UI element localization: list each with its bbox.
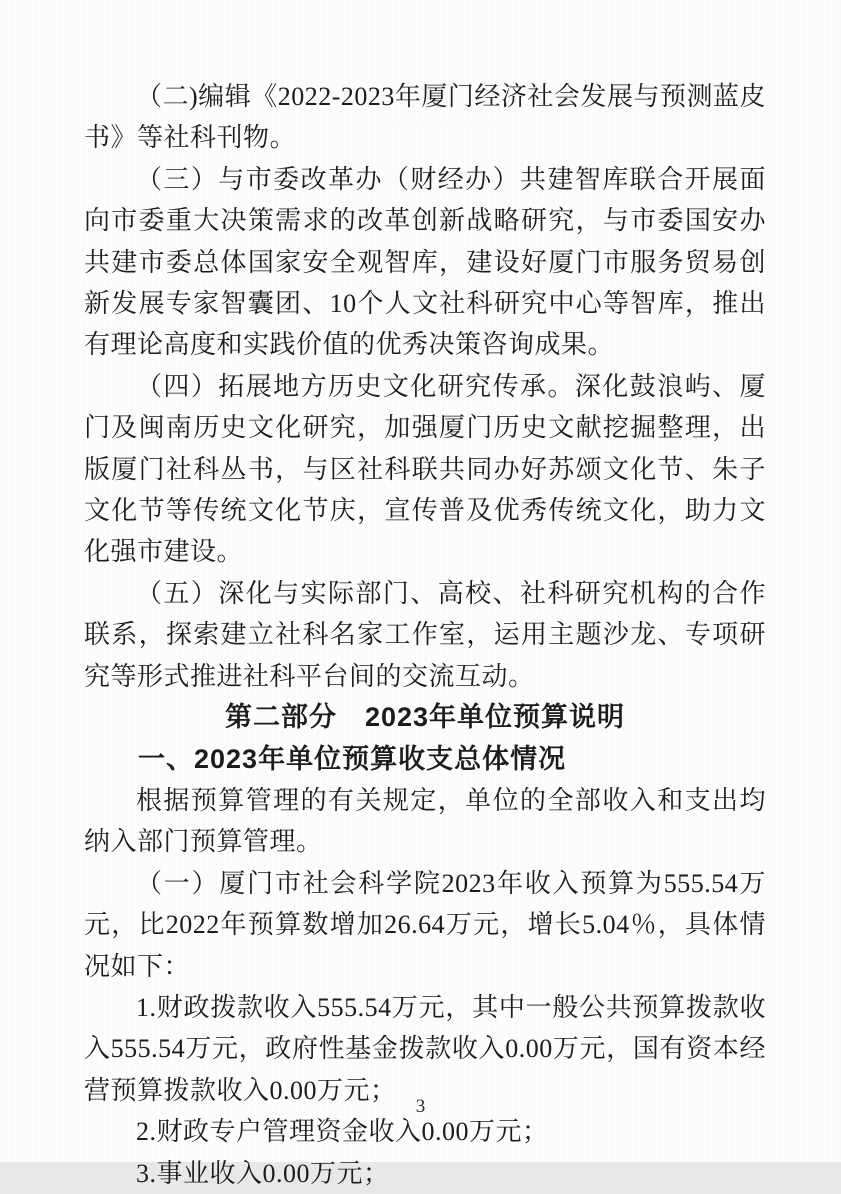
paragraph-item-3-thinktank: （三）与市委改革办（财经办）共建智库联合开展面向市委重大决策需求的改革创新战略研究，与市委国安办共建市委总体国家安全观智库，建设好厦门市服务贸易创新发展专家智囊团、10个人文社科研究中心等智库，推出有理论高度和实践价值的优秀决策咨询成果。 — [84, 164, 766, 360]
subsection-heading-overview: 一、2023年单位预算收支总体情况 — [138, 743, 567, 774]
paragraph-item-4-local-history: （四）拓展地方历史文化研究传承。深化鼓浪屿、厦门及闽南历史文化研究，加强厦门历史文献挖掘整理，出版厦门社科丛书，与区社科联共同办好苏颂文化节、朱子文化节等传统文化节庆，宣传普及优秀传统文化，助力文化强市建设。 — [84, 371, 766, 567]
paragraph-special-account-income: 2.财政专户管理资金收入0.00万元； — [136, 1117, 549, 1147]
paragraph-budget-management: 根据预算管理的有关规定，单位的全部收入和支出均纳入部门预算管理。 — [84, 785, 766, 857]
paragraph-operational-income: 3.事业收入0.00万元； — [136, 1158, 390, 1188]
paragraph-income-summary: （一）厦门市社会科学院2023年收入预算为555.54万元，比2022年预算数增加26.64万元，增长5.04％，具体情况如下： — [84, 868, 766, 981]
paragraph-item-2-publications: （二)编辑《2022-2023年厦门经济社会发展与预测蓝皮书》等社科刊物。 — [84, 82, 766, 153]
document-body — [84, 76, 766, 1194]
paragraph-fiscal-allocation: 1.财政拨款收入555.54万元，其中一般公共预算拨款收入555.54万元，政府性基金拨款收入0.00万元，国有资本经营预算拨款收入0.00万元； — [84, 992, 766, 1105]
section-heading-part2: 第二部分 2023年单位预算说明 — [224, 702, 626, 733]
page-number: 3 — [415, 1096, 426, 1117]
paragraph-item-5-cooperation: （五）深化与实际部门、高校、社科研究机构的合作联系，探索建立社科名家工作室，运用主题沙龙、专项研究等形式推进社科平台间的交流互动。 — [84, 578, 766, 691]
